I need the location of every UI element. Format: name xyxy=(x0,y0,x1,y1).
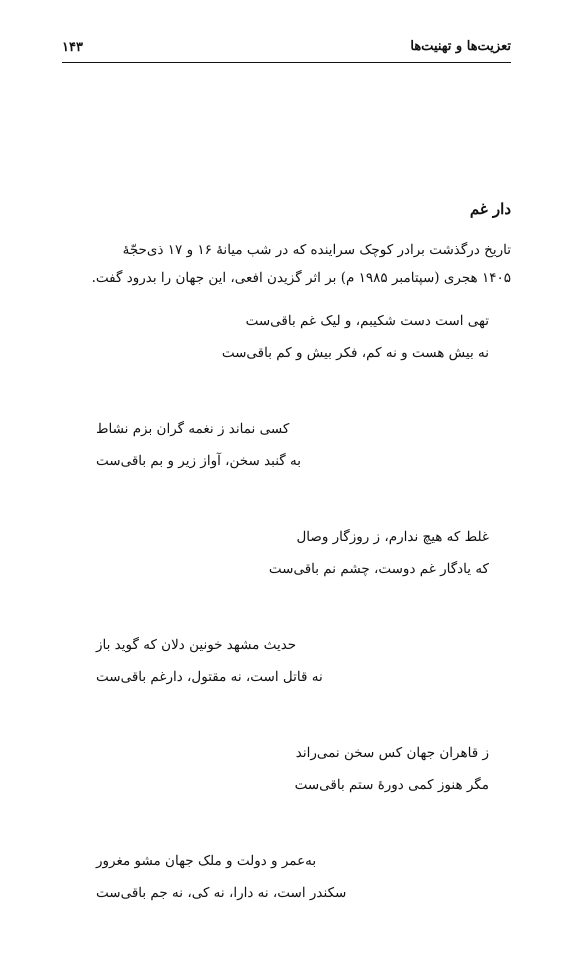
hemistich: که یادگار غم دوست، چشم نم باقی‌ست xyxy=(268,561,489,577)
running-title: تعزیت‌ها و تهنیت‌ها xyxy=(410,39,511,54)
hemistich: کسی نماند ز نغمه گران بزم نشاط xyxy=(96,421,290,437)
hemistich: ز قاهران جهان کس سخن نمی‌راند xyxy=(295,745,489,761)
intro-paragraph xyxy=(62,236,511,292)
hemistich: سکندر است، نه دارا، نه کی، نه جم باقی‌ست xyxy=(96,885,347,901)
hemistich: حدیث مشهد خونین دلان که گوید باز xyxy=(96,637,297,653)
hemistich: نه بیش هست و نه کم، فکر بیش و کم باقی‌ست xyxy=(221,345,489,361)
couplet xyxy=(96,745,489,853)
hemistich: به‌عمر و دولت و ملک جهان مشو مغرور xyxy=(96,853,317,869)
page-number: ۱۴۳ xyxy=(62,40,83,55)
couplet xyxy=(96,529,489,637)
poem xyxy=(96,313,489,961)
section-title: دار غم xyxy=(469,200,511,218)
running-header xyxy=(62,36,511,63)
intro-line: ۱۴۰۵ هجری (سپتامبر ۱۹۸۵ م) بر اثر گزیدن افعی، این جهان را بدرود گفت. xyxy=(91,270,511,286)
intro-line: تاریخ درگذشت برادر کوچک سراینده که در شب میانهٔ ۱۶ و ۱۷ ذی‌حجّهٔ xyxy=(122,242,511,258)
couplet xyxy=(96,421,489,529)
hemistich: غلط که هیچ ندارم، ز روزگار وصال xyxy=(296,529,489,545)
hemistich: تهی است دست شکیبم، و لیک غم باقی‌ست xyxy=(245,313,489,329)
hemistich: نه قاتل است، نه مقتول، دارغم باقی‌ست xyxy=(96,669,323,685)
hemistich: مگر هنوز کمی دورهٔ ستم باقی‌ست xyxy=(294,777,489,793)
couplet xyxy=(96,637,489,745)
hemistich: به گنبد سخن، آواز زیر و بم باقی‌ست xyxy=(96,453,302,469)
couplet xyxy=(96,313,489,421)
couplet xyxy=(96,853,489,961)
